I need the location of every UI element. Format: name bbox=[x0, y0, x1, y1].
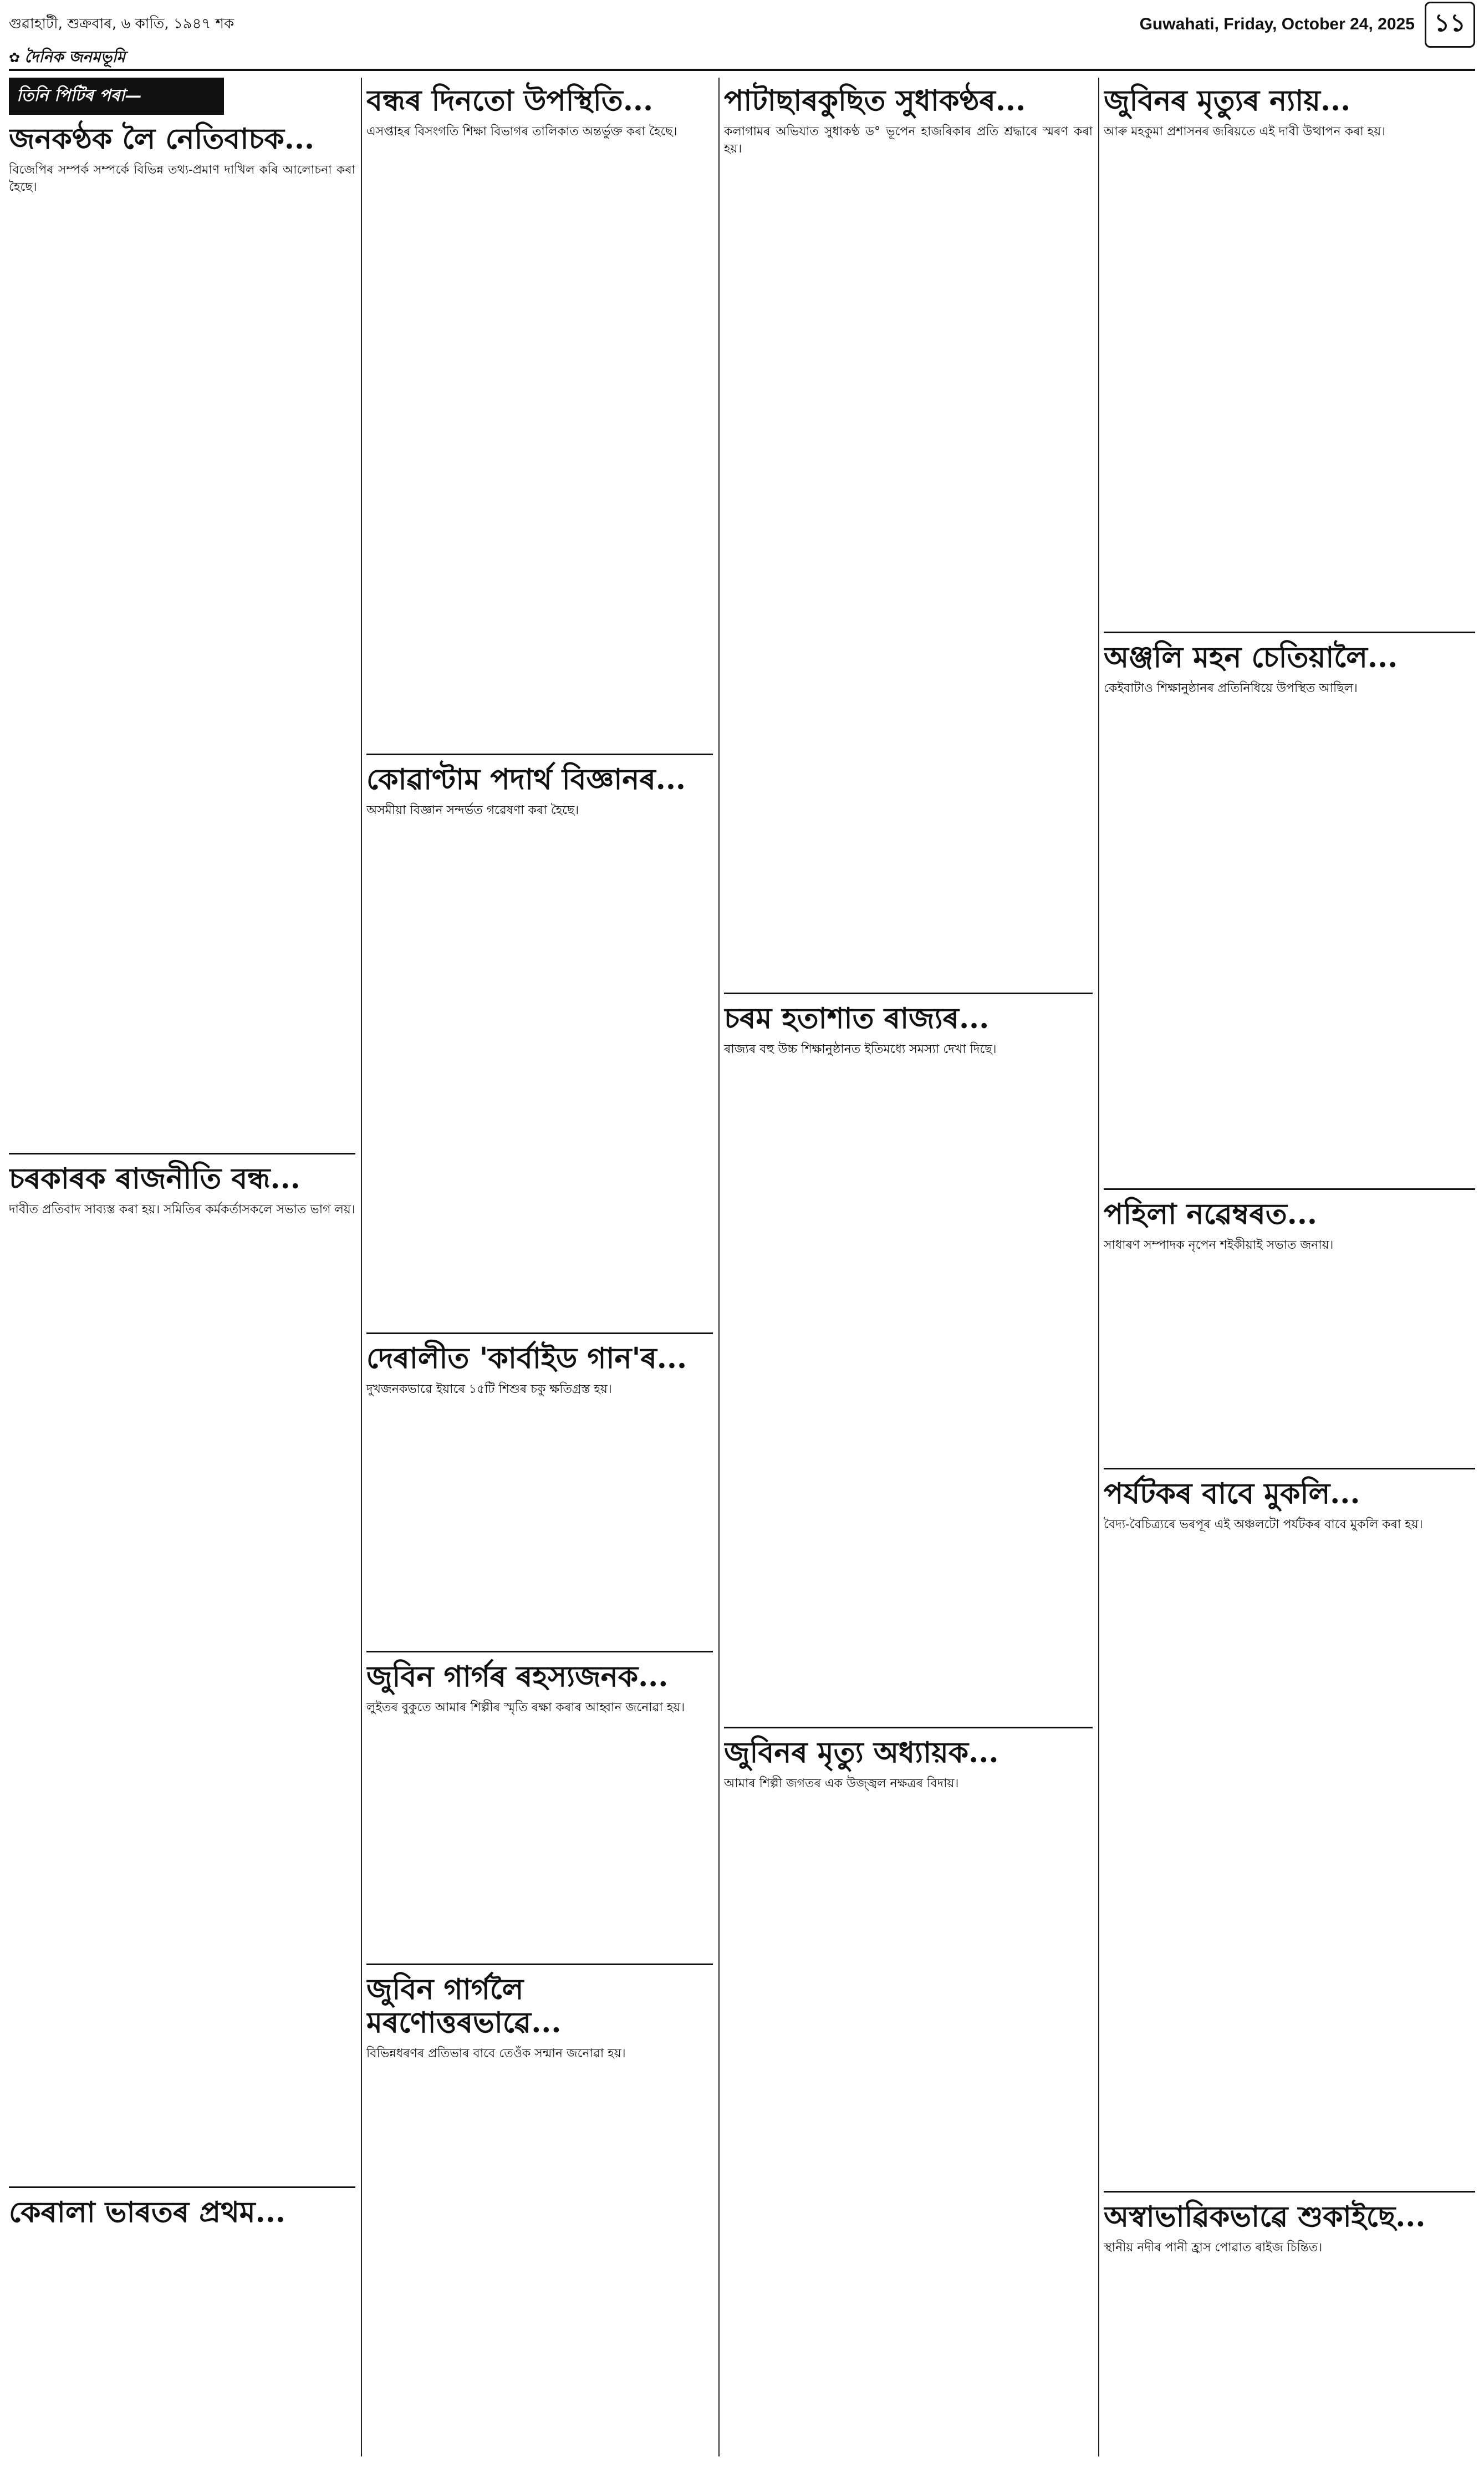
article-excerpt: অসমীয়া বিজ্ঞান সন্দৰ্ভত গৱেষণা কৰা হৈছে। bbox=[366, 803, 579, 817]
article-excerpt: এসপ্তাহৰ বিসংগতি শিক্ষা বিভাগৰ তালিকাত অন্তৰ্ভুক্ত কৰা হৈছে। bbox=[366, 124, 677, 139]
headline: চৰম হতাশাত ৰাজ্যৰ... bbox=[724, 1001, 990, 1036]
article-body bbox=[1104, 701, 1475, 1178]
headline: চৰকাৰক ৰাজনীতি বন্ধ... bbox=[9, 1162, 300, 1196]
article-8 bbox=[366, 1973, 713, 2062]
article-body bbox=[9, 1223, 355, 2176]
article-7 bbox=[366, 1660, 713, 1954]
headline: কোৱাণ্টাম পদাৰ্থ বিজ্ঞানৰ... bbox=[366, 762, 686, 797]
article-16 bbox=[1104, 2200, 1475, 2256]
article-excerpt: কেইবাটাও শিক্ষানুষ্ঠানৰ প্ৰতিনিধিয়ে উপস্থিত আছিল। bbox=[1104, 681, 1358, 695]
article-body bbox=[366, 1402, 713, 1641]
top-bar bbox=[9, 8, 1475, 41]
article-body bbox=[366, 145, 713, 744]
article-12 bbox=[1104, 84, 1475, 622]
article-body bbox=[366, 1721, 713, 1954]
column-3 bbox=[724, 78, 1093, 2456]
brand-name: দৈনিক জনমভূমি bbox=[24, 47, 125, 66]
article-excerpt: বৈদ্য-বৈচিত্ৰ্যৰে ভৰপূৰ এই অঞ্চলটো পৰ্যটকৰ বাবে মুকলি কৰা হয়। bbox=[1104, 1517, 1423, 1532]
flower-icon: ✿ bbox=[9, 50, 21, 65]
article-6 bbox=[366, 1342, 713, 1641]
article-3 bbox=[9, 2196, 355, 2229]
headline: পাটাছাৰকুছিত সুধাকণ্ঠৰ... bbox=[724, 84, 1026, 118]
headline: অস্বাভাৱিকভাৱে শুকাইছে... bbox=[1104, 2200, 1426, 2234]
article-excerpt: আৰু মহকুমা প্ৰশাসনৰ জৰিয়তে এই দাবী উত্থাপন কৰা হয়। bbox=[1104, 124, 1386, 139]
headline: অঞ্জলি মহন চেতিয়ালৈ... bbox=[1104, 640, 1398, 675]
article-14 bbox=[1104, 1198, 1475, 1458]
header-right bbox=[1140, 2, 1475, 48]
article-excerpt: সাধাৰণ সম্পাদক নৃপেন শইকীয়াই সভাত জনায়। bbox=[1104, 1238, 1334, 1252]
article-body bbox=[724, 1062, 1093, 1717]
article-5 bbox=[366, 763, 713, 1322]
article-excerpt: স্থানীয় নদীৰ পানী হ্ৰাস পোৱাত ৰাইজ চিন্তিত। bbox=[1104, 2240, 1323, 2255]
article-excerpt: কলাগামৰ অভিযাত সুধাকণ্ঠ ড° ভূপেন হাজৰিকাৰ প্ৰতি শ্ৰদ্ধাৰে স্মৰণ কৰা হয়। bbox=[724, 124, 1093, 156]
date-english: Guwahati, Friday, October 24, 2025 bbox=[1139, 15, 1415, 33]
article-9 bbox=[724, 84, 1093, 983]
article-excerpt: বিজেপিৰ সম্পৰ্ক সম্পৰ্কে বিভিন্ন তথ্য-প্ৰমাণ দাখিল কৰি আলোচনা কৰা হৈছে। bbox=[9, 162, 355, 195]
article-excerpt: লুইতৰ বুকুতে আমাৰ শিল্পীৰ স্মৃতি ৰক্ষা কৰাৰ আহ্বান জনোৱা হয়। bbox=[366, 1700, 685, 1715]
column-rule bbox=[718, 78, 720, 2456]
article-body bbox=[1104, 145, 1475, 622]
headline: জুবিন গাৰ্গৰ ৰহস্যজনক... bbox=[366, 1660, 669, 1694]
article-body bbox=[366, 823, 713, 1322]
column-4 bbox=[1104, 78, 1475, 2456]
article-body bbox=[724, 162, 1093, 983]
article-1 bbox=[9, 123, 355, 1143]
continued-tag: তিনি পিটিৰ পৰা— bbox=[9, 78, 224, 115]
column-2 bbox=[366, 78, 713, 2456]
column-rule bbox=[1098, 78, 1099, 2456]
headline: জুবিন গাৰ্গলৈ মৰণোত্তৰভাৱে... bbox=[366, 1972, 562, 2039]
headline: বন্ধৰ দিনতো উপস্থিতি... bbox=[366, 84, 654, 118]
article-body bbox=[1104, 1258, 1475, 1458]
headline: কেৰালা ভাৰতৰ প্ৰথম... bbox=[9, 2195, 285, 2230]
article-2 bbox=[9, 1162, 355, 2176]
article-11 bbox=[724, 1736, 1093, 1792]
article-body bbox=[9, 200, 355, 1143]
article-4 bbox=[366, 84, 713, 744]
headline: দেৰালীত 'কাৰ্বাইড গান'ৰ... bbox=[366, 1341, 687, 1376]
article-15 bbox=[1104, 1477, 1475, 2181]
headline: পৰ্যটকৰ বাবে মুকলি... bbox=[1104, 1477, 1360, 1511]
article-excerpt: আমাৰ শিল্পী জগতৰ এক উজ্জ্বল নক্ষত্ৰৰ বিদায়। bbox=[724, 1777, 959, 1791]
headline: জুবিনৰ মৃত্যু অধ্যায়ক... bbox=[724, 1736, 999, 1770]
column-rule bbox=[361, 78, 362, 2456]
article-13 bbox=[1104, 641, 1475, 1178]
article-excerpt: ৰাজ্যৰ বহু উচ্চ শিক্ষানুষ্ঠানত ইতিমধ্যে সমস্যা দেখা দিছে। bbox=[724, 1042, 997, 1057]
page-number: ১১ bbox=[1425, 2, 1475, 48]
article-10 bbox=[724, 1002, 1093, 1717]
article-excerpt: দুখজনকভাৱে ইয়াৰে ১৫টি শিশুৰ চকু ক্ষতিগ্ৰস্ত হয়। bbox=[366, 1382, 612, 1396]
article-body bbox=[1104, 1538, 1475, 2181]
masthead bbox=[9, 47, 1475, 71]
headline: পহিলা নৱেম্বৰত... bbox=[1104, 1197, 1318, 1232]
headline: জনকণ্ঠক লৈ নেতিবাচক... bbox=[9, 122, 315, 156]
date-assamese: গুৱাহাটী, শুক্ৰবাৰ, ৬ কাতি, ১৯৪৭ শক bbox=[9, 16, 234, 32]
article-excerpt: বিভিন্নধৰণৰ প্ৰতিভাৰ বাবে তেওঁক সন্মান জনোৱা হয়। bbox=[366, 2046, 626, 2061]
article-excerpt: দাবীত প্ৰতিবাদ সাব্যস্ত কৰা হয়। সমিতিৰ কৰ্মকৰ্তাসকলে সভাত ভাগ লয়। bbox=[9, 1203, 355, 1217]
column-1 bbox=[9, 78, 355, 2456]
headline: জুবিনৰ মৃত্যুৰ ন্যায়... bbox=[1104, 84, 1351, 118]
